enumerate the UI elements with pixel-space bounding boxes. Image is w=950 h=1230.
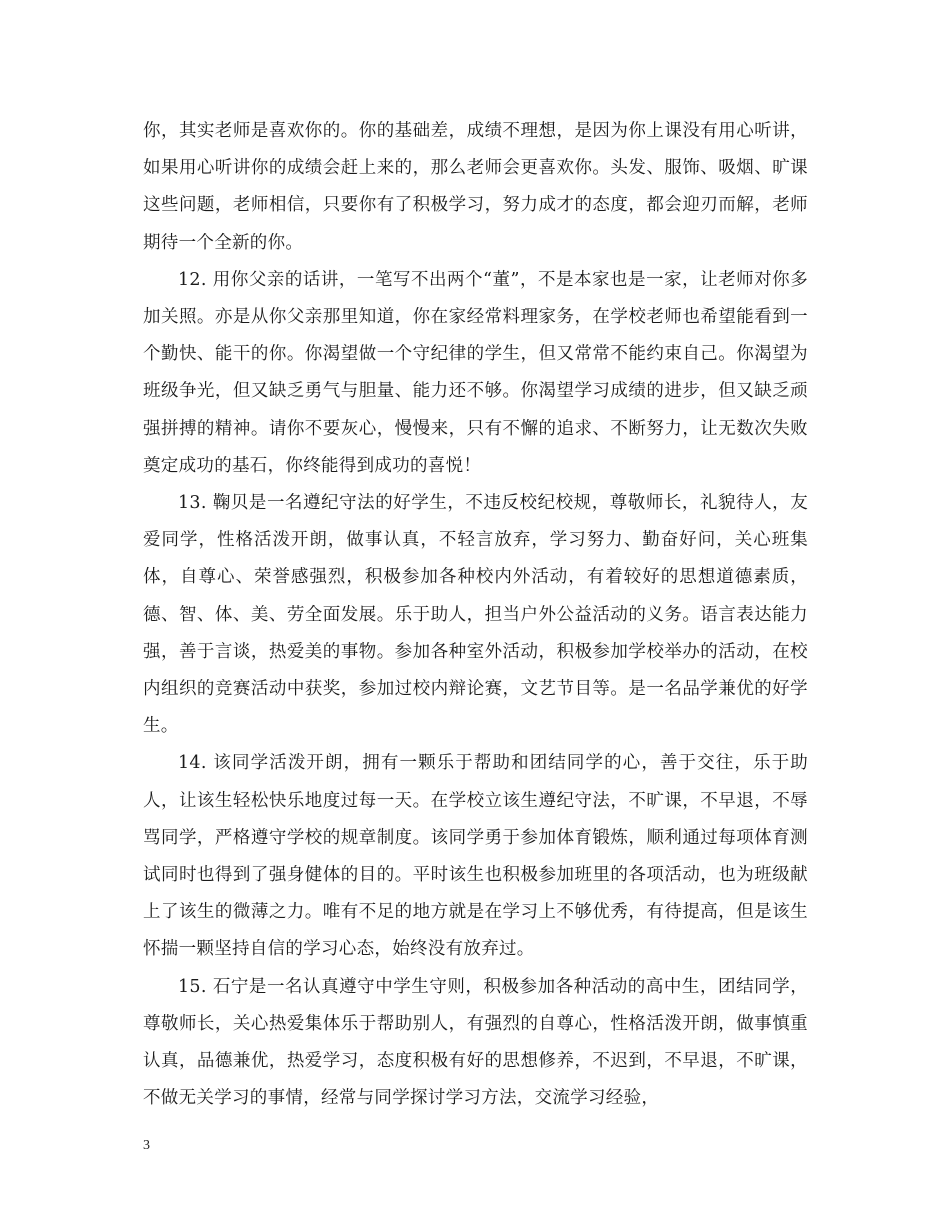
paragraph-item-13: 13. 鞠贝是一名遵纪守法的好学生，不违反校纪校规，尊敬师长，礼貌待人，友爱同学，性格活泼开朗，做事认真，不轻言放弃，学习努力、勤奋好问，关心班集体，自尊心、荣誉感强烈，积极参加各种校内外活动，有着较好的思想道德素质，德、智、体、美、劳全面发展。乐于助人，担当户外公益活动的义务。语言表达能力强，善于言谈，热爱美的事物。参加各种室外活动，积极参加学校举办的活动，在校内组织的竞赛活动中获奖，参加过校内辩论赛，文艺节目等。是一名品学兼优的好学生。 — [143, 493, 808, 737]
paragraph-item-12: 12. 用你父亲的话讲，一笔写不出两个“董”，不是本家也是一家，让老师对你多加关照。亦是从你父亲那里知道，你在家经常料理家务，在学校老师也希望能看到一个勤快、能干的你。你渴望做一个守纪律的学生，但又常常不能约束自己。你渴望为班级争光，但又缺乏勇气与胆量、能力还不够。你渴望学习成绩的进步，但又缺乏顽强拼搏的精神。请你不要灰心，慢慢来，只有不懈的追求、不断努力，让无数次失败奠定成功的基石，你终能得到成功的喜悦！ — [143, 269, 808, 476]
paragraph-item-15: 15. 石宁是一名认真遵守中学生守则，积极参加各种活动的高中生，团结同学，尊敬师长，关心热爱集体乐于帮助别人，有强烈的自尊心，性格活泼开朗，做事慎重认真，品德兼优，热爱学习，态度积极有好的思想修养，不迟到，不早退，不旷课，不做无关学习的事情，经常与同学探讨学习方法，交流学习经验， — [143, 976, 808, 1109]
paragraph-item-14: 14. 该同学活泼开朗，拥有一颗乐于帮助和团结同学的心，善于交往，乐于助人，让该生轻松快乐地度过每一天。在学校立该生遵纪守法，不旷课，不早退，不辱骂同学，严格遵守学校的规章制度。该同学勇于参加体育锻炼，顺利通过每项体育测试同时也得到了强身健体的目的。平时该生也积极参加班里的各项活动，也为班级献上了该生的微薄之力。唯有不足的地方就是在学习上不够优秀，有待提高，但是该生怀揣一颗坚持自信的学习心态，始终没有放弃过。 — [143, 753, 808, 960]
page-number: 3 — [143, 1138, 150, 1153]
document-body — [143, 113, 808, 1117]
paragraph-continuation: 你，其实老师是喜欢你的。你的基础差，成绩不理想，是因为你上课没有用心听讲，如果用心听讲你的成绩会赶上来的，那么老师会更喜欢你。头发、服饰、吸烟、旷课这些问题，老师相信，只要你有了积极学习，努力成才的态度，都会迎刃而解，老师期待一个全新的你。 — [143, 121, 808, 253]
